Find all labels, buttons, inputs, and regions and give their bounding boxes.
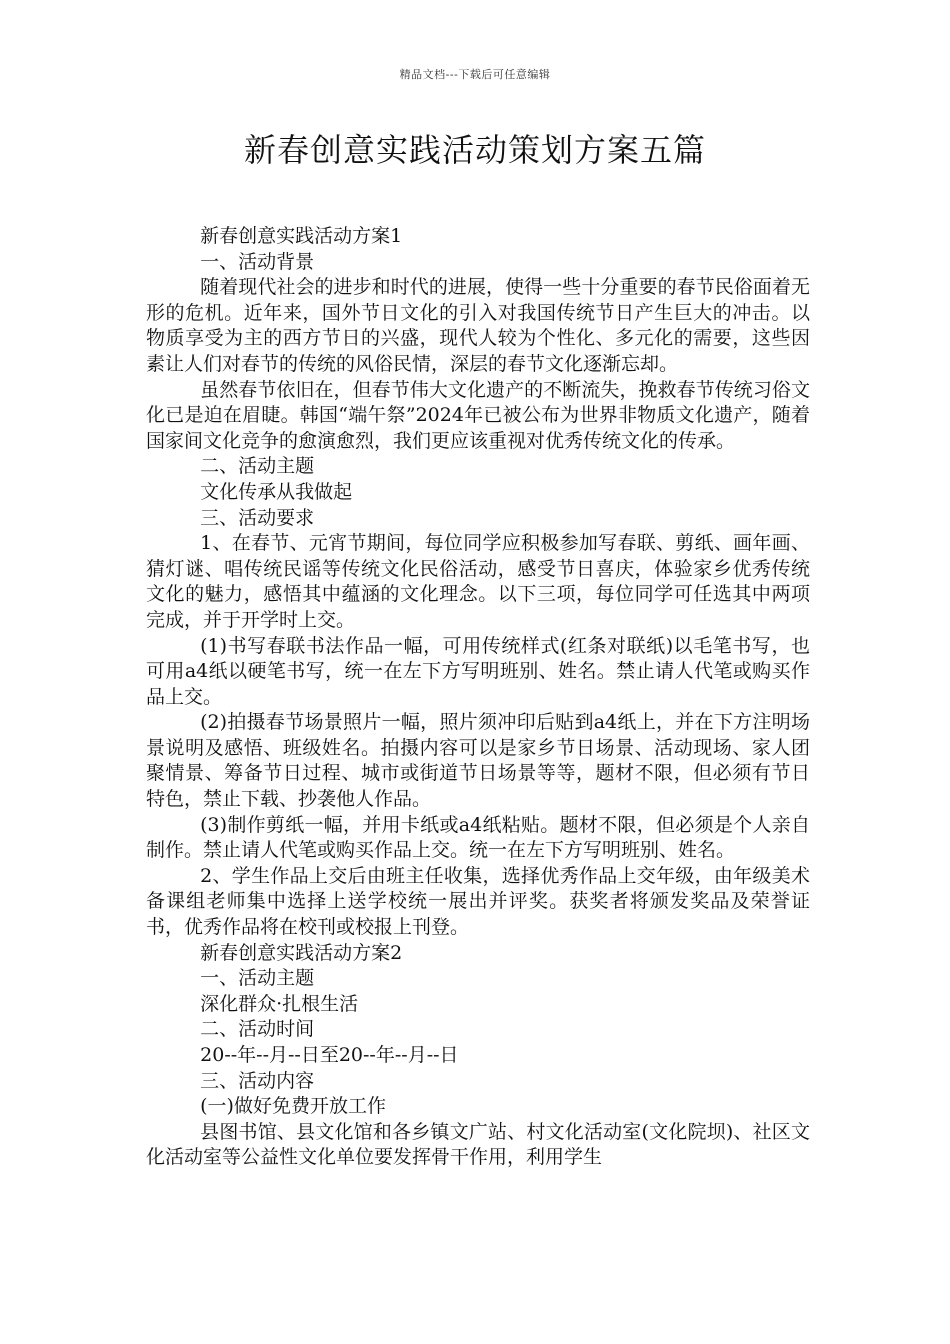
body-paragraph: 一、活动主题 <box>200 967 315 990</box>
body-paragraph: 县图书馆、县文化馆和各乡镇文广站、村文化活动室(文化院坝)、社区文化活动室等公益性文化单位要发挥骨干作用，利用学生 <box>146 1120 810 1169</box>
header-note: 精品文档---下载后可任意编辑 <box>399 68 551 81</box>
body-paragraph: 2、学生作品上交后由班主任收集，选择优秀作品上交年级，由年级美术备课组老师集中选择上送学校统一展出并评奖。获奖者将颁发奖品及荣誉证书，优秀作品将在校刊或校报上刊登。 <box>146 864 810 939</box>
body-paragraph: (3)制作剪纸一幅，并用卡纸或a4纸粘贴。题材不限，但必须是个人亲自制作。禁止请人代笔或购买作品上交。统一在左下方写明班别、姓名。 <box>146 813 810 862</box>
body-paragraph: 虽然春节依旧在，但春节伟大文化遗产的不断流失，挽救春节传统习俗文化已是迫在眉睫。韩国“端午祭”2024年已被公布为世界非物质文化遗产，随着国家间文化竞争的愈演愈烈，我们更应该重视对优秀传统文化的传承。 <box>146 378 810 452</box>
body-paragraph: (2)拍摄春节场景照片一幅，照片须冲印后贴到a4纸上，并在下方注明场景说明及感悟、班级姓名。拍摄内容可以是家乡节日场景、活动现场、家人团聚情景、筹备节日过程、城市或街道节日场景等等，题材不限，但必须有节日特色，禁止下载、抄袭他人作品。 <box>146 711 810 811</box>
body-paragraph: 二、活动时间 <box>200 1018 315 1041</box>
body-paragraph: (1)书写春联书法作品一幅，可用传统样式(红条对联纸)以毛笔书写，也可用a4纸以硬笔书写，统一在左下方写明班别、姓名。禁止请人代笔或购买作品上交。 <box>146 634 810 708</box>
body-paragraph: 随着现代社会的进步和时代的进展，使得一些十分重要的春节民俗面着无形的危机。近年来，国外节日文化的引入对我国传统节日产生巨大的冲击。以物质享受为主的西方节日的兴盛，现代人较为个性化、多元化的需要，这些因素让人们对春节的传统的风俗民情，深层的春节文化逐渐忘却。 <box>146 276 810 375</box>
body-paragraph: 一、活动背景 <box>200 250 315 273</box>
body-paragraph: 新春创意实践活动方案2 <box>200 941 403 964</box>
document-title: 新春创意实践活动策划方案五篇 <box>243 131 706 169</box>
body-paragraph: 新春创意实践活动方案1 <box>200 225 403 247</box>
body-paragraph: 深化群众·扎根生活 <box>200 992 359 1015</box>
body-paragraph: 1、在春节、元宵节期间，每位同学应积极参加写春联、剪纸、画年画、猜灯谜、唱传统民谣等传统文化民俗活动，感受节日喜庆，体验家乡优秀传统文化的魅力，感悟其中蕴涵的文化理念。以下三项，每位同学可任选其中两项完成，并于开学时上交。 <box>146 532 810 631</box>
body-paragraph: 20--年--月--日至20--年--月--日 <box>200 1044 459 1066</box>
body-paragraph: (一)做好免费开放工作 <box>200 1095 386 1118</box>
body-paragraph: 三、活动内容 <box>200 1069 315 1092</box>
document-body <box>146 224 810 1171</box>
body-paragraph: 二、活动主题 <box>200 455 315 478</box>
body-paragraph: 三、活动要求 <box>200 506 315 529</box>
body-paragraph: 文化传承从我做起 <box>200 480 353 503</box>
